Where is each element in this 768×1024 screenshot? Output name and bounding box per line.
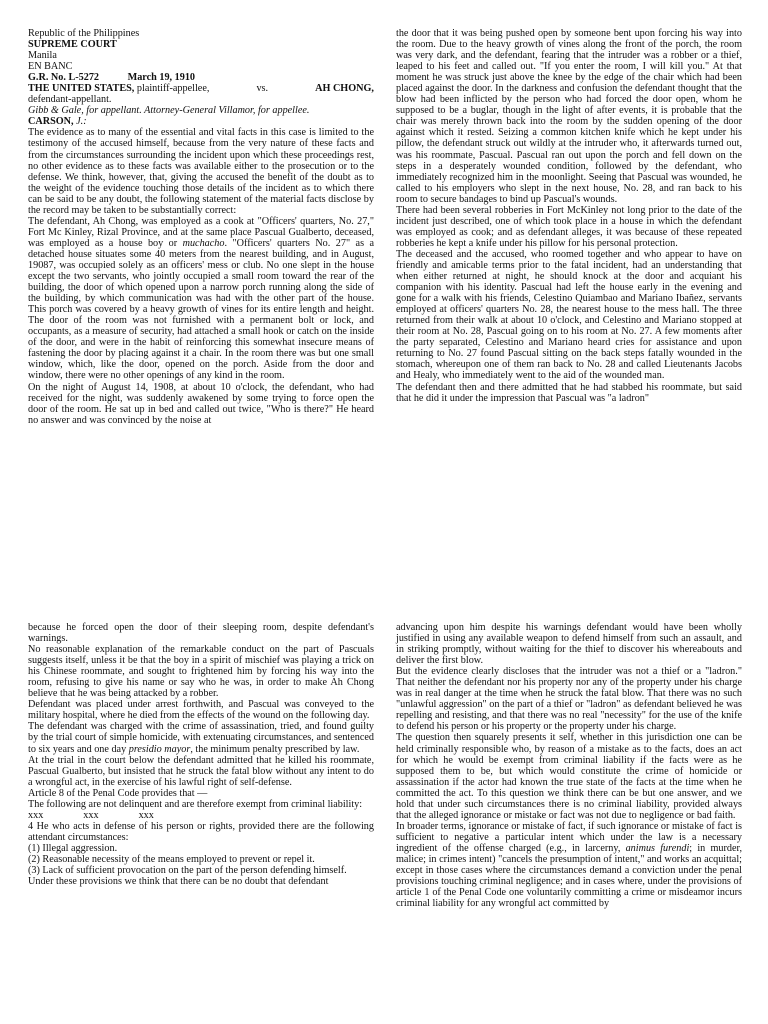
case-caption xyxy=(28,83,374,94)
italic-term: presidio mayor xyxy=(128,743,191,755)
counsel-line: Gibb & Gale, for appellant. Attorney-General Villamor, for appellee. xyxy=(28,105,310,117)
omission-mark: xxx xyxy=(138,809,154,821)
page1-left-column xyxy=(28,28,374,426)
paragraph: Under these provisions we think that there can be no doubt that defendant xyxy=(28,876,329,888)
paragraph: The following are not delinquent and are therefore exempt from criminal liability: xyxy=(28,798,363,810)
paragraph: There had been several robberies in Fort McKinley not long prior to the date of the incident just described, one of which took place in a house in which the defendant was employed as cook; and as defendant alleges, it was because of these repeated robberies he kept a knife under his pillow for his personal protection. xyxy=(396,204,742,249)
paragraph: advancing upon him despite his warnings defendant would have been wholly justified in using any available weapon to defend himself from such an assault, and in striking promptly, without waiting for the thief to discover his whereabouts and deliver the first blow. xyxy=(396,622,742,667)
list-item: (1) Illegal aggression. xyxy=(28,842,118,854)
italic-term: muchacho xyxy=(182,237,225,249)
page1-right-column xyxy=(396,28,742,404)
republic-line: Republic of the Philippines xyxy=(28,28,140,39)
page2-left-column xyxy=(28,622,374,887)
omission-mark: xxx xyxy=(28,809,44,821)
paragraph xyxy=(396,821,742,909)
decision-date: March 19, 1910 xyxy=(127,72,196,84)
paragraph: The deceased and the accused, who roomed together and who appear to have on friendly and amicable terms prior to the fatal incident, had an understanding that when either returned at night, he should knock at the door and acquiant his companion with his identity. Pascual had left the house early in the evening and gone for a walk with his friends, Celestino Quiambao and Mariano Ibañez, servants employed at officers' quarters No. 28, the nearest house to the mess hall. The three returned from their walk at about 10 o'clock, and Celestino and Mariano stopped at their room at No. 28, Pascual going on to his room at No. 27. A few moments after the party separated, Celestino and Mariano heard cries for assistance and upon returning to No. 27 found Pascual sitting on the back steps fatally wounded in the stomach, whereupon one of them ran back to No. 28 and called Lieutenants Jacobs and Healy, who immediately went to the aid of the wounded man. xyxy=(396,248,742,382)
paragraph: At the trial in the court below the defendant admitted that he killed his roommate, Pascual Gualberto, but insisted that he struck the fatal blow without any intent to do a wrongful act, in the exercise of his lawful right of self-defense. xyxy=(28,754,374,788)
omission-marks xyxy=(28,810,374,821)
list-item: (2) Reasonable necessity of the means employed to prevent or repel it. xyxy=(28,853,315,865)
paragraph: the door that it was being pushed open by someone bent upon forcing his way into the room. Due to the heavy growth of vines along the front of the porch, the room was very dark, and the defendant, fearing that the intruder was a robber or a thief, leaped to his feet and called out. "If you enter the room, I will kill you." At that moment he was struck just above the knee by the edge of the chair which had been placed against the door. In the darkness and confusion the defendant thought that the blow had been inflicted by the person who had forced the door open, whom he supposed to be a buglar, though in the light of after events, it is probable that the chair was merely thrown back into the room by the sudden opening of the door against which it rested. Seizing a common kitchen knife which he kept under his pillow, the defendant struck out wildly at the intruder who, it afterwards turned out, was his roommate, Pascual. Pascual ran out upon the porch and fell down on the steps in a desperately wounded condition, followed by the defendant, who immediately recognized him in the moonlight. Seeing that Pascual was wounded, he called to his employers who slept in the next house, No. 28, and ran back to his room to secure bandages to bind up Pascual's wounds. xyxy=(396,28,742,205)
plaintiff-name: THE UNITED STATES, xyxy=(28,83,135,95)
paragraph-text: In broader terms, ignorance or mistake of fact, if such ignorance or mistake of fact is sufficient to negative a particular intent which under the law is a necessary ingredient of the offense charged (e.g., in larcerny, xyxy=(396,820,742,854)
paragraph: The question then squarely presents it self, whether in this jurisdiction one can be held criminally responsible who, by reason of a mistake as to the facts, does an act for which he would be exempt from criminal liability if the facts were as he supposed them to be, but which would constitute the crime of homicide or assassination if the actor had known the true state of the facts at the time when he committed the act. To this question we think there can be but one answer, and we hold that under such circumstances there is no criminal liability, provided always that the alleged ignorance or mistake or fact was not due to negligence or bad faith. xyxy=(396,732,742,821)
paragraph-text: , the minimum penalty prescribed by law. xyxy=(190,743,360,755)
paragraph xyxy=(28,721,374,754)
paragraph: because he forced open the door of their sleeping room, despite defendant's warnings. xyxy=(28,622,374,645)
division: EN BANC xyxy=(28,61,73,73)
paragraph: The defendant then and there admitted that he had stabbed his roommate, but said that he did it under the impression that Pascual was "a ladron" xyxy=(396,381,742,404)
paragraph: 4 He who acts in defense of his person or rights, provided there are the following attendant circumstances: xyxy=(28,820,374,843)
paragraph-text: . "Officers' quarters No. 27" as a detached house situates some 40 meters from the nearest building, and in August, 19087, was occupied solely as an officers' mess or club. No one slept in the house except the two servants, who jointly occupied a small room toward the rear of the building, the door of which opened upon a narrow porch running along the side of the building, by which communication was had with the other part of the house. This porch was covered by a heavy growth of vines for its entire length and height. The door of the room was not furnished with a permanent bolt or lock, and occupants, as a measure of security, had attached a small hook or catch on the inside of the door, and were in the habit of reinforcing this somewhat insecure means of fastening the door by placing against it a chair. In the room there was but one small window, which, like the door, opened on the porch. Aside from the door and window, there were no other openings of any kind in the room. xyxy=(28,237,374,382)
case-number-line xyxy=(28,72,374,83)
list-item: (3) Lack of sufficient provocation on the part of the person defending himself. xyxy=(28,865,347,877)
defendant-name: AH CHONG, xyxy=(315,83,374,95)
city: Manila xyxy=(28,50,57,62)
paragraph: No reasonable explanation of the remarkable conduct on the part of Pascuals suggests itself, unless it be that the boy in a spirit of mischief was playing a trick on his Chinese roommate, and sought to frightened him by forcing his way into the room, refusing to give his name or say who he was, in order to make Ah Chong believe that he was being attacked by a robber. xyxy=(28,644,374,700)
paragraph xyxy=(28,216,374,382)
defendant-role: defendant-appellant. xyxy=(28,94,112,106)
paragraph-text: The defendant was charged with the crime of assassination, tried, and found guilty by the trial court of simple homicide, with extenuating circumstances, and sentenced to six years and one day xyxy=(28,721,374,755)
ponente-suffix: J.: xyxy=(73,116,87,128)
plaintiff-role: plaintiff-appellee, xyxy=(134,83,210,95)
court-name: SUPREME COURT xyxy=(28,39,117,51)
paragraph: Article 8 of the Penal Code provides that — xyxy=(28,787,208,799)
ponente-line xyxy=(28,116,374,127)
gr-number: G.R. No. L-5272 xyxy=(28,72,100,84)
paragraph: The evidence as to many of the essential and vital facts in this case is limited to the testimony of the accused himself, because from the very nature of these facts and from the circumstances surrounding the incident upon which these proceedings rest, no other evidence as to these facts was available either to the prosecution or to the defense. We think, however, that, giving the accused the benefit of the doubt as to the weight of the evidence touching those details of the incident as to which there can be said to be any doubt, the following statement of the material facts disclose by the record may be taken to be substantially correct: xyxy=(28,127,374,216)
italic-term: animus furendi xyxy=(625,842,690,854)
paragraph: Defendant was placed under arrest forthwith, and Pascual was conveyed to the military hospital, where he died from the effects of the wound on the following day. xyxy=(28,699,374,722)
page2-right-column xyxy=(396,622,742,909)
paragraph-text: ; in murder, malice; in crimes intent) "cancels the presumption of intent," and works an acquittal; except in those cases where the circumstances demand a conviction under the penal provisions touching criminal negligence; and in cases where, under the provisions of article 1 of the Penal Code one voluntarily committing a crime or misdeamor incurs criminal liability for any wrongful act committed by xyxy=(396,842,743,910)
paragraph: On the night of August 14, 1908, at about 10 o'clock, the defendant, who had received for the night, was suddenly awakened by some trying to force open the door of the room. He sat up in bed and called out twice, "Who is there?" He heard no answer and was convinced by the noise at xyxy=(28,381,374,426)
paragraph: But the evidence clearly discloses that the intruder was not a thief or a "ladron." That neither the defendant nor his property nor any of the property under his charge was in real danger at the time when he struck the fatal blow. That there was no such "unlawful aggression" on the part of a thief or "ladron" as defendant believed he was repelling and resisting, and that there was no real "necessity" for the use of the knife to defend his person or his property or the property under his charge. xyxy=(396,666,742,733)
ponente-name: CARSON, xyxy=(28,116,74,128)
page-2 xyxy=(0,618,768,1024)
versus: vs. xyxy=(256,83,269,95)
paragraph-text: The defendant, Ah Chong, was employed as a cook at "Officers' quarters, No. 27," Fort Mc Kinley, Rizal Province, and at the same place Pascual Gualberto, deceased, was employed as a house boy or xyxy=(28,215,374,249)
omission-mark: xxx xyxy=(83,809,99,821)
